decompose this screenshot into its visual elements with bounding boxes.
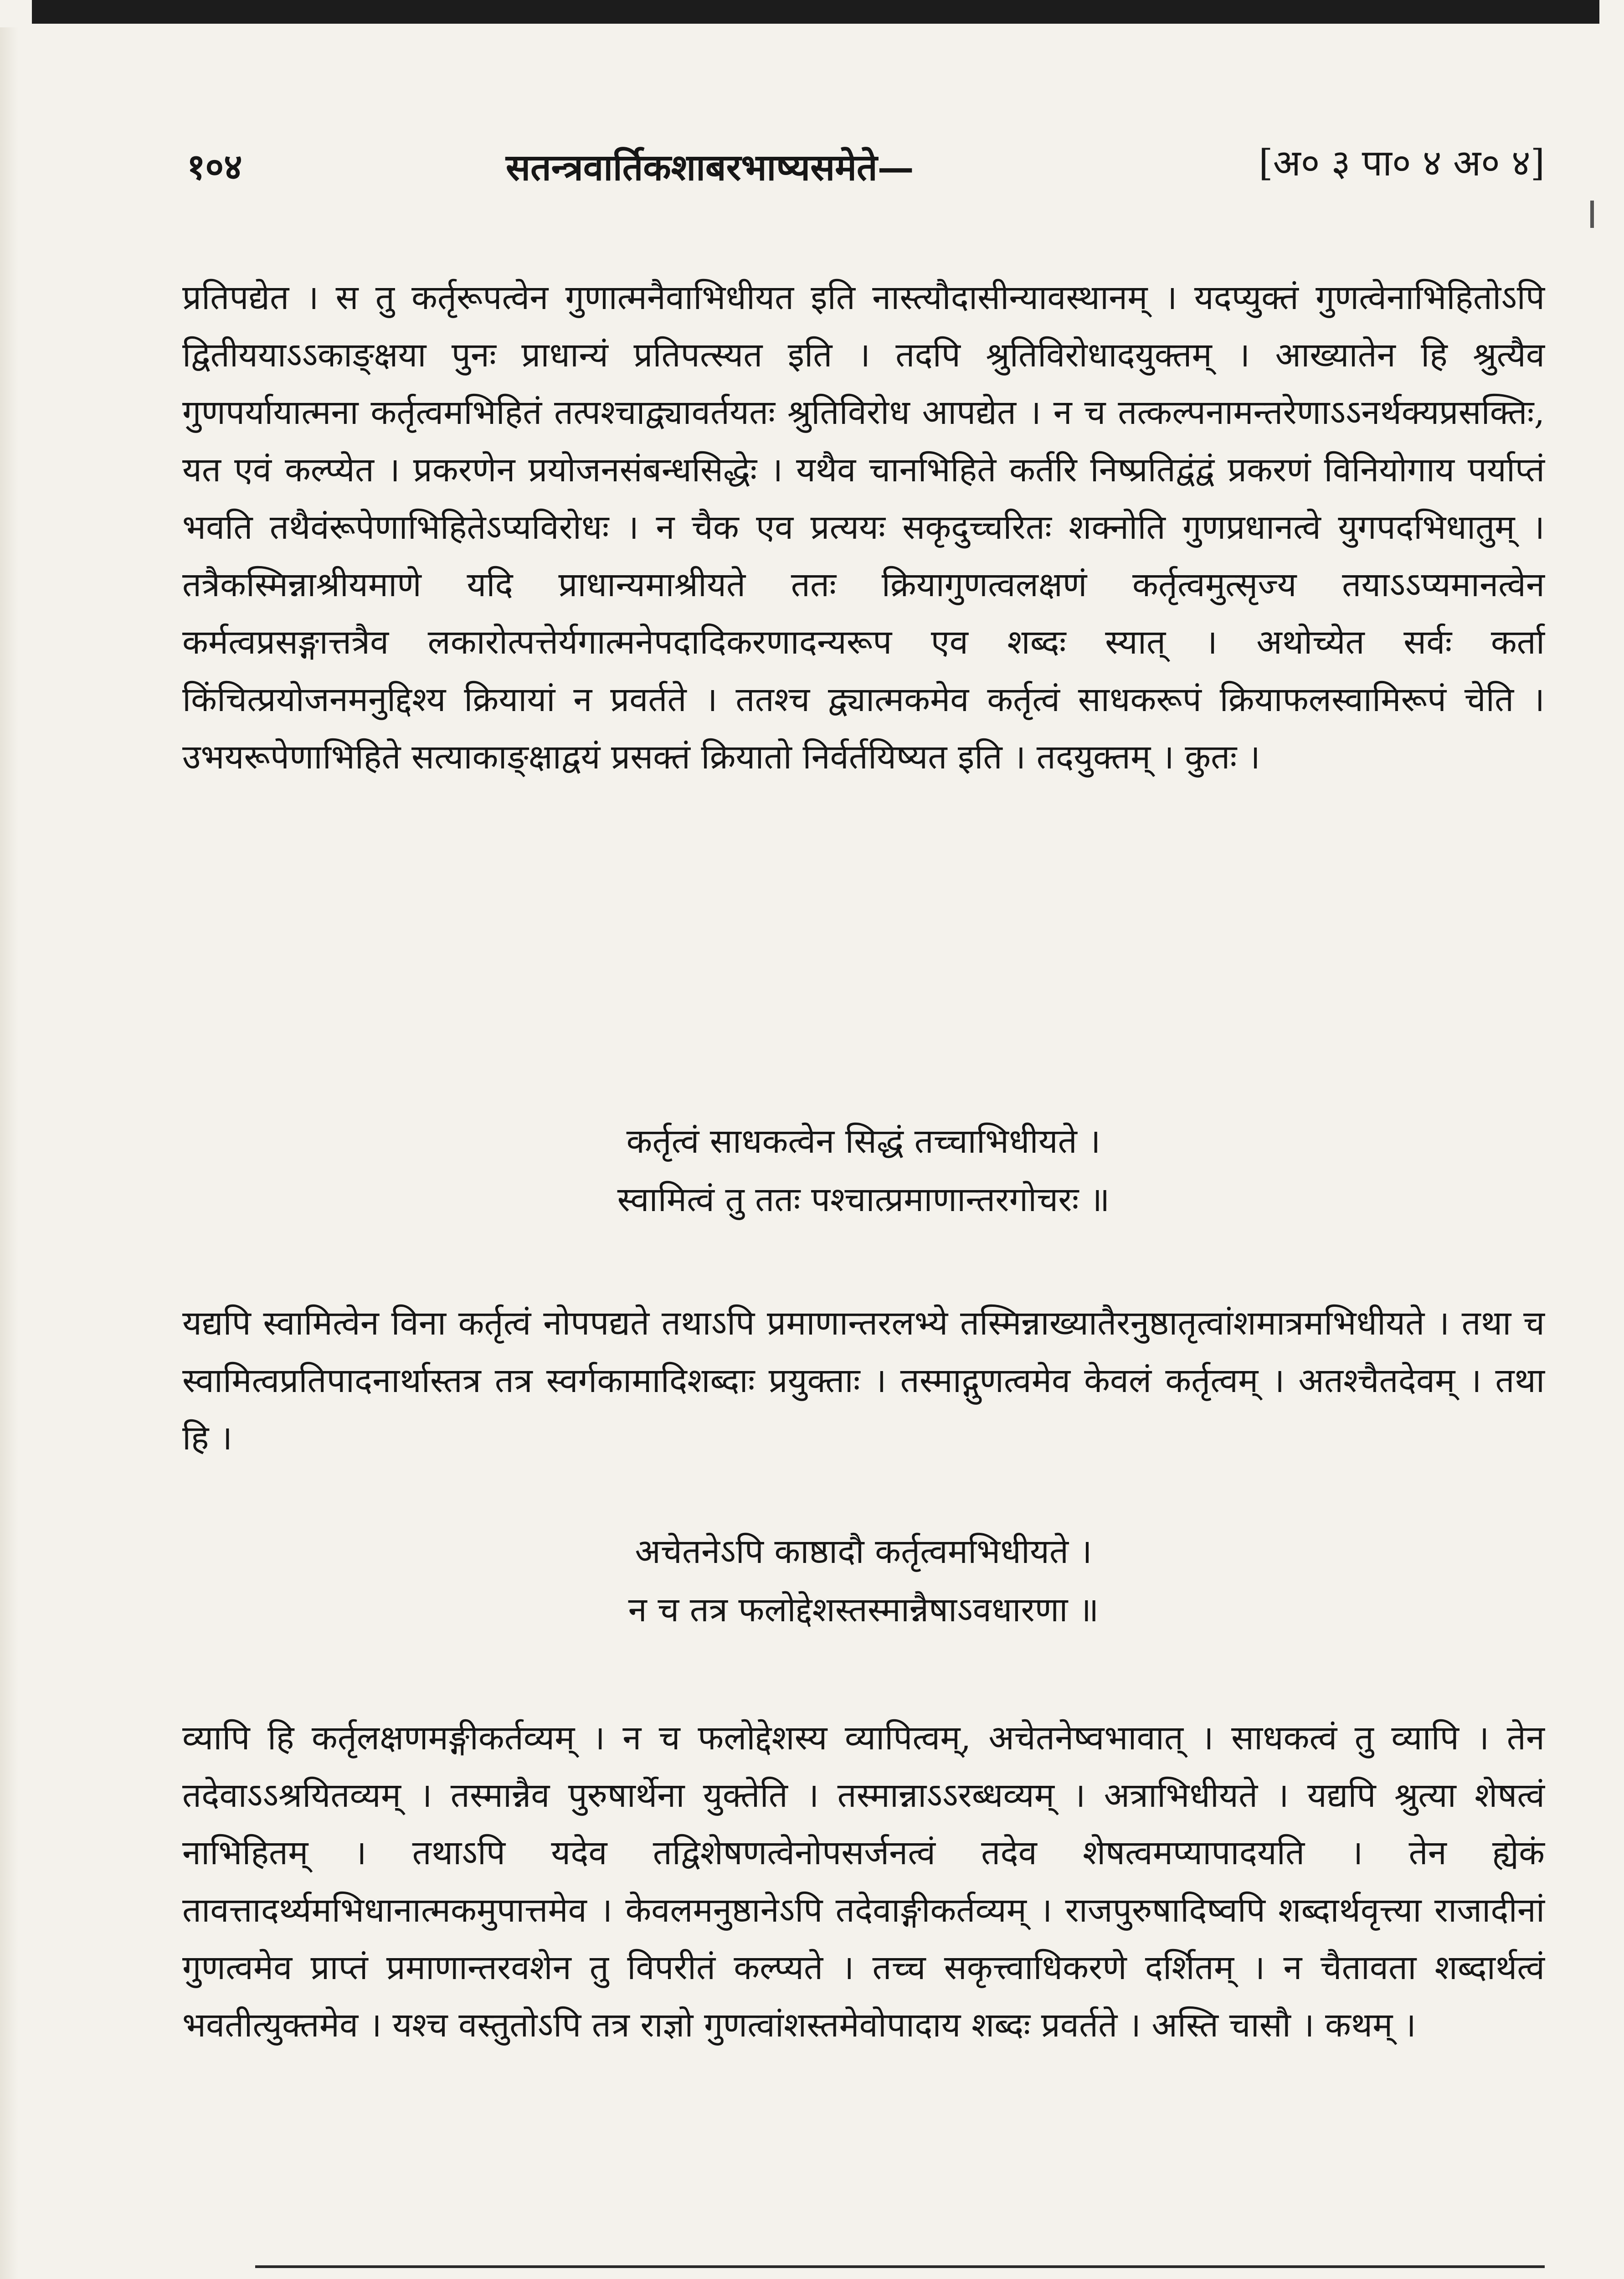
paragraph-2-text: यद्यपि स्वामित्वेन विना कर्तृत्वं नोपपद्यते तथाऽपि प्रमाणान्तरलभ्ये तस्मिन्नाख्यातैरनुष्ठातृत्वांशमात्रमभिधीयते । तथा च स्वामित्वप्रतिपादनार्थास्तत्र तत्र स्वर्गकामादिशब्दाः प्रयुक्ताः । तस्माद्गुणत्वमेव केवलं कर्तृत्वम् । अतश्चैतदेवम् । तथा हि । xyxy=(182,1304,1545,1458)
verse-1-line-1: कर्तृत्वं साधकत्वेन सिद्धं तच्चाभिधीयते । xyxy=(626,1122,1101,1161)
verse-1 xyxy=(182,1112,1545,1229)
page-number: १०४ xyxy=(187,146,242,188)
scan-binding-shadow xyxy=(0,27,18,2279)
verse-2 xyxy=(182,1522,1545,1639)
scan-edge-mark xyxy=(1590,201,1594,228)
paragraph-2 xyxy=(182,1294,1545,1468)
footnote-rule xyxy=(255,2265,1545,2268)
paragraph-1-text: प्रतिपद्येत । स तु कर्तृरूपत्वेन गुणात्मनैवाभिधीयत इति नास्त्यौदासीन्यावस्थानम् । यदप्युक्तं गुणत्वेनाभिहितोऽपि द्वितीययाऽऽकाङ्क्षया पुनः प्राधान्यं प्रतिपत्स्यत इति । तदपि श्रुतिविरोधादयुक्तम् । आख्यातेन हि श्रुत्यैव गुणपर्यायात्मना कर्तृत्वमभिहितं तत्पश्चाद्व्यावर्तयतः श्रुतिविरोध आपद्येत । न च तत्कल्पनामन्तरेणाऽऽनर्थक्यप्रसक्तिः, यत एवं कल्प्येत । प्रकरणेन प्रयोजनसंबन्धसिद्धेः । यथैव चानभिहिते कर्तरि निष्प्रतिद्वंद्वं प्रकरणं विनियोगाय पर्याप्तं भवति तथैवंरूपेणाभिहितेऽप्यविरोधः । न चैक एव प्रत्ययः सकृदुच्चरितः शक्नोति गुणप्रधानत्वे युगपदभिधातुम् । तत्रैकस्मिन्नाश्रीयमाणे यदि प्राधान्यमाश्रीयते ततः क्रियागुणत्वलक्षणं कर्तृत्वमुत्सृज्य तयाऽऽप्यमानत्वेन कर्मत्वप्रसङ्गात्तत्रैव लकारोत्पत्तेर्यगात्मनेपदादिकरणादन्यरूप एव शब्दः स्यात् । अथोच्येत सर्वः कर्ता किंचित्प्रयोजनमनुद्दिश्य क्रियायां न प्रवर्तते । ततश्च द्व्यात्मकमेव कर्तृत्वं साधकरूपं क्रियाफलस्वामिरूपं चेति । उभयरूपेणाभिहिते सत्याकाङ्क्षाद्वयं प्रसक्तं क्रियातो निर्वर्तयिष्यत इति । तदयुक्तम् । कुतः । xyxy=(182,278,1545,777)
verse-2-line-1: अचेतनेऽपि काष्ठादौ कर्तृत्वमभिधीयते । xyxy=(635,1532,1092,1571)
running-title: सतन्त्रवार्तिकशाबरभाष्यसमेते— xyxy=(506,146,914,189)
section-reference: [अ० ३ पा० ४ अ० ४] xyxy=(1259,142,1545,184)
paragraph-3-text: व्यापि हि कर्तृलक्षणमङ्गीकर्तव्यम् । न च फलोद्देशस्य व्यापित्वम्, अचेतनेष्वभावात् । साधकत्वं तु व्यापि । तेन तदेवाऽऽश्रयितव्यम् । तस्मान्नैव पुरुषार्थेना युक्तेति । तस्मान्नाऽऽरब्धव्यम् । अत्राभिधीयते । यद्यपि श्रुत्या शेषत्वं नाभिहितम् । तथाऽपि यदेव तद्विशेषणत्वेनोपसर्जनत्वं तदेव शेषत्वमप्यापादयति । तेन ह्येकं तावत्तादर्थ्यमभिधानात्मकमुपात्तमेव । केवलमनुष्ठानेऽपि तदेवाङ्गीकर्तव्यम् । राजपुरुषादिष्वपि शब्दार्थवृत्त्या राजादीनां गुणत्वमेव प्राप्तं प्रमाणान्तरवशेन तु विपरीतं कल्प्यते । तच्च सकृत्त्वाधिकरणे दर्शितम् । न चैतावता शब्दार्थत्वं भवतीत्युक्तमेव । यश्च वस्तुतोऽपि तत्र राज्ञो गुणत्वांशस्तमेवोपादाय शब्दः प्रवर्तते । अस्ति चासौ । कथम् । xyxy=(182,1718,1545,2045)
verse-2-line-2: न च तत्र फलोद्देशस्तस्मान्नैषाऽवधारणा ॥ xyxy=(628,1590,1099,1629)
page-header xyxy=(187,137,1545,196)
paragraph-3 xyxy=(182,1709,1545,2256)
verse-1-line-2: स्वामित्वं तु ततः पश्चात्प्रमाणान्तरगोचरः ॥ xyxy=(617,1180,1110,1219)
scan-top-border xyxy=(32,0,1599,24)
paragraph-1 xyxy=(182,269,1545,1181)
